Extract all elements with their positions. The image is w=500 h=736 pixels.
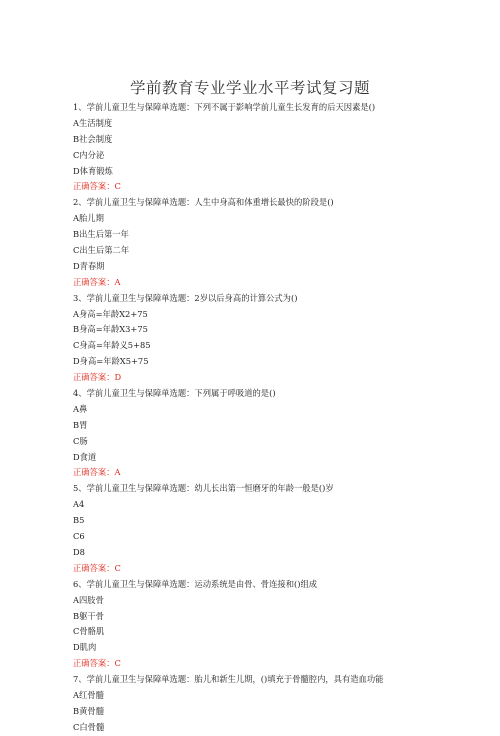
option-d: D食道 [73, 451, 97, 462]
correct-answer: 正确答案：C [73, 658, 121, 669]
question-text: 7、学前儿童卫生与保障单选题：胎儿和新生儿期，()填充于骨髓腔内，具有造血功能 [73, 674, 384, 685]
option-c: C肠 [73, 435, 88, 446]
option-d: D青春期 [73, 260, 105, 271]
question-text: 4、学前儿童卫生与保障单选题：下列属于呼吸道的是() [73, 388, 276, 399]
question-text: 1、学前儿童卫生与保障单选题：下列不属于影响学前儿童生长发育的后天因素是() [73, 102, 376, 112]
option-c: C骨骼肌 [73, 626, 105, 637]
option-d: D体育锻炼 [73, 165, 113, 176]
option-b: B躯干骨 [73, 610, 104, 621]
question-block [73, 577, 483, 672]
option-a: A胎儿期 [73, 213, 104, 224]
option-a: A红骨髓 [73, 689, 104, 700]
question-text: 3、学前儿童卫生与保障单选题：2岁以后身高的计算公式为() [73, 292, 298, 303]
option-a: A4 [73, 499, 85, 510]
option-c: C白骨髓 [73, 721, 105, 732]
question-list [73, 100, 483, 736]
question-text: 2、学前儿童卫生与保障单选题：人生中身高和体重增长最快的阶段是() [73, 197, 334, 208]
question-block [73, 672, 483, 736]
option-a: A四肢骨 [73, 594, 104, 605]
question-block [73, 291, 483, 386]
option-c: C身高=年龄义5+85 [73, 340, 151, 351]
correct-answer: 正确答案：C [73, 562, 121, 573]
option-a: A生活制度 [73, 117, 113, 128]
question-block [73, 386, 483, 481]
option-a: A身高=年龄X2+75 [73, 308, 148, 319]
option-b: B社会制度 [73, 133, 113, 144]
option-b: B身高=年龄X3+75 [73, 324, 148, 335]
option-c: C内分泌 [73, 149, 105, 160]
option-d: D8 [73, 546, 85, 557]
option-c: C6 [73, 531, 85, 542]
correct-answer: 正确答案：D [73, 372, 122, 383]
correct-answer: 正确答案：A [73, 276, 121, 287]
option-d: D肌肉 [73, 642, 97, 653]
document-title: 学前教育专业学业水平考试复习题 [129, 79, 370, 97]
option-b: B5 [73, 515, 85, 526]
question-text: 6、学前儿童卫生与保障单选题：运动系统是由骨、骨连接和()组成 [73, 578, 318, 589]
option-b: B黄骨髓 [73, 705, 104, 716]
correct-answer: 正确答案：A [73, 467, 121, 478]
option-b: B胃 [73, 419, 88, 430]
question-block [73, 481, 483, 576]
correct-answer: 正确答案：C [73, 181, 121, 192]
question-block [73, 195, 483, 290]
option-b: B出生后第一年 [73, 229, 129, 240]
option-d: D身高=年龄X5+75 [73, 356, 149, 367]
option-a: A鼻 [73, 403, 88, 414]
question-text: 5、学前儿童卫生与保障单选题：幼儿长出第一恒磨牙的年龄一般是()岁 [73, 483, 334, 494]
question-block [73, 100, 483, 195]
option-c: C出生后第二年 [73, 245, 130, 256]
